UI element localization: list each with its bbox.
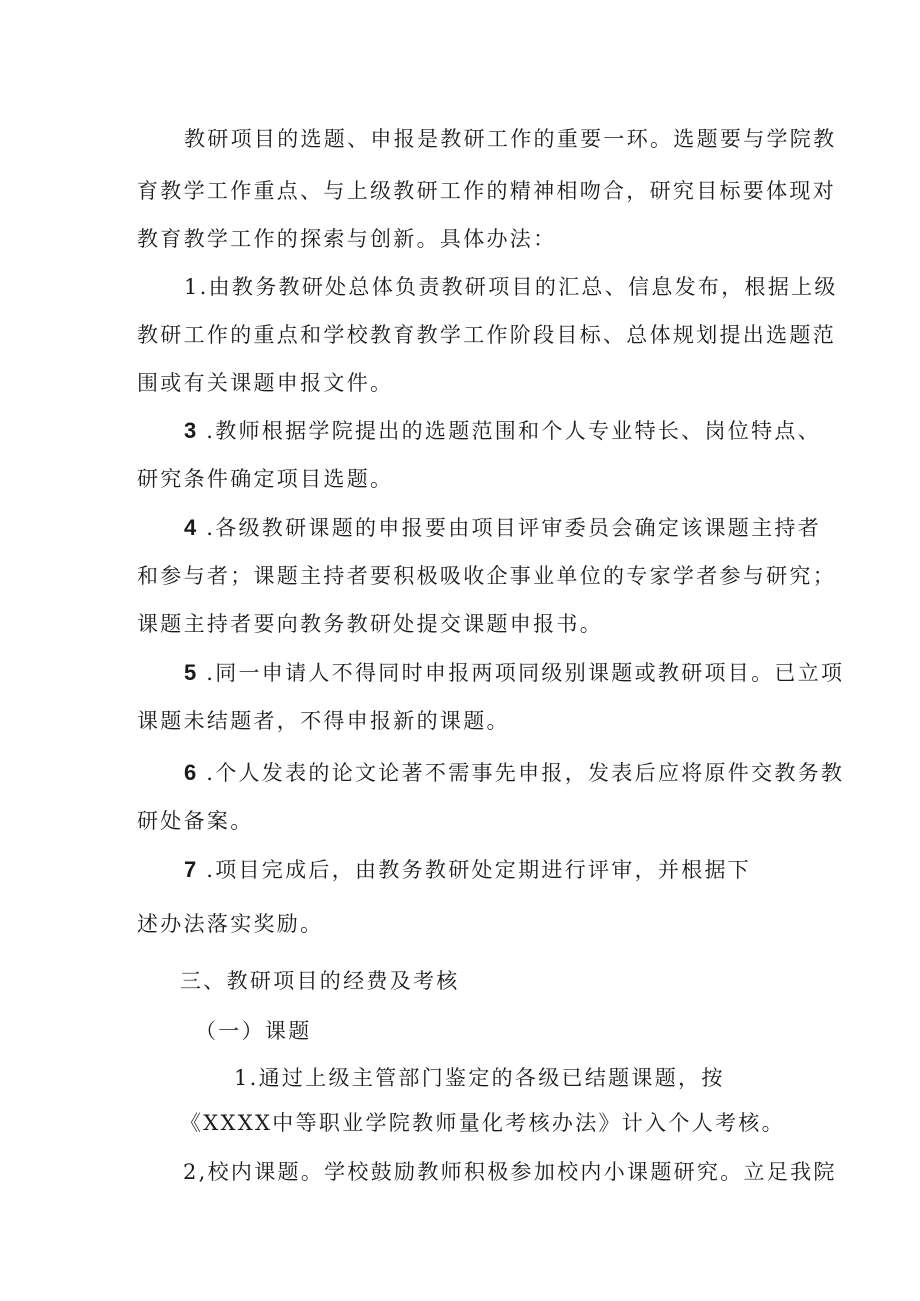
section-3-heading: 三、教研项目的经费及考核 (180, 969, 460, 993)
intro-line-1: 教研项目的选题、申报是教研工作的重要一环。选题要与学院教 (184, 127, 837, 151)
item-3-number: 3 (184, 418, 198, 443)
course-1-line-2: 《XXXX中等职业学院教师量化考核办法》计入个人考核。 (180, 1111, 785, 1135)
course-2-line-1: 2,校内课题。学校鼓励教师积极参加校内小课题研究。立足我院 (183, 1160, 837, 1184)
item-4-line-2: 和参与者；课题主持者要积极吸收企事业单位的专家学者参与研究； (137, 564, 836, 588)
item-6-line-1 (184, 758, 844, 788)
item-1-line-1: 1.由教务教研处总体负责教研项目的汇总、信息发布，根据上级 (184, 275, 838, 299)
item-6-text: .个人发表的论文论著不需事先申报，发表后应将原件交教务教 (197, 761, 845, 785)
item-5-line-2: 课题未结题者，不得申报新的课题。 (137, 709, 510, 733)
item-4-line-1 (184, 513, 821, 543)
item-7-text: .项目完成后，由教务教研处定期进行评审，并根据下 (197, 858, 752, 882)
item-5-text: .同一申请人不得同时申报两项同级别课题或教研项目。已立项 (197, 661, 845, 685)
item-4-text: .各级教研课题的申报要由项目评审委员会确定该课题主持者 (197, 516, 821, 540)
item-3-line-2: 研究条件确定项目选题。 (137, 467, 394, 491)
item-5-line-1 (184, 658, 844, 688)
item-1-line-3: 围或有关课题申报文件。 (137, 371, 394, 395)
item-7-line-1 (184, 855, 751, 885)
item-7-number: 7 (184, 857, 198, 882)
course-1-line-1: 1.通过上级主管部门鉴定的各级已结题课题，按 (234, 1066, 725, 1090)
item-3-text: .教师根据学院提出的选题范围和个人专业特长、岗位特点、 (197, 419, 821, 443)
item-1-line-2: 教研工作的重点和学校教育教学工作阶段目标、总体规划提出选题范 (137, 323, 836, 347)
item-7-line-2: 述办法落实奖励。 (137, 912, 324, 936)
intro-line-3: 教育教学工作的探索与创新。具体办法： (137, 227, 557, 251)
item-5-number: 5 (184, 660, 198, 685)
item-4-number: 4 (184, 515, 198, 540)
item-4-line-3: 课题主持者要向教务教研处提交课题申报书。 (137, 612, 603, 636)
item-3-line-1 (184, 416, 821, 446)
intro-line-2: 育教学工作重点、与上级教研工作的精神相吻合，研究目标要体现对 (137, 179, 836, 203)
item-6-line-2: 研处备案。 (137, 809, 254, 833)
item-6-number: 6 (184, 760, 198, 785)
subsection-1-heading: （一）课题 (195, 1019, 312, 1043)
